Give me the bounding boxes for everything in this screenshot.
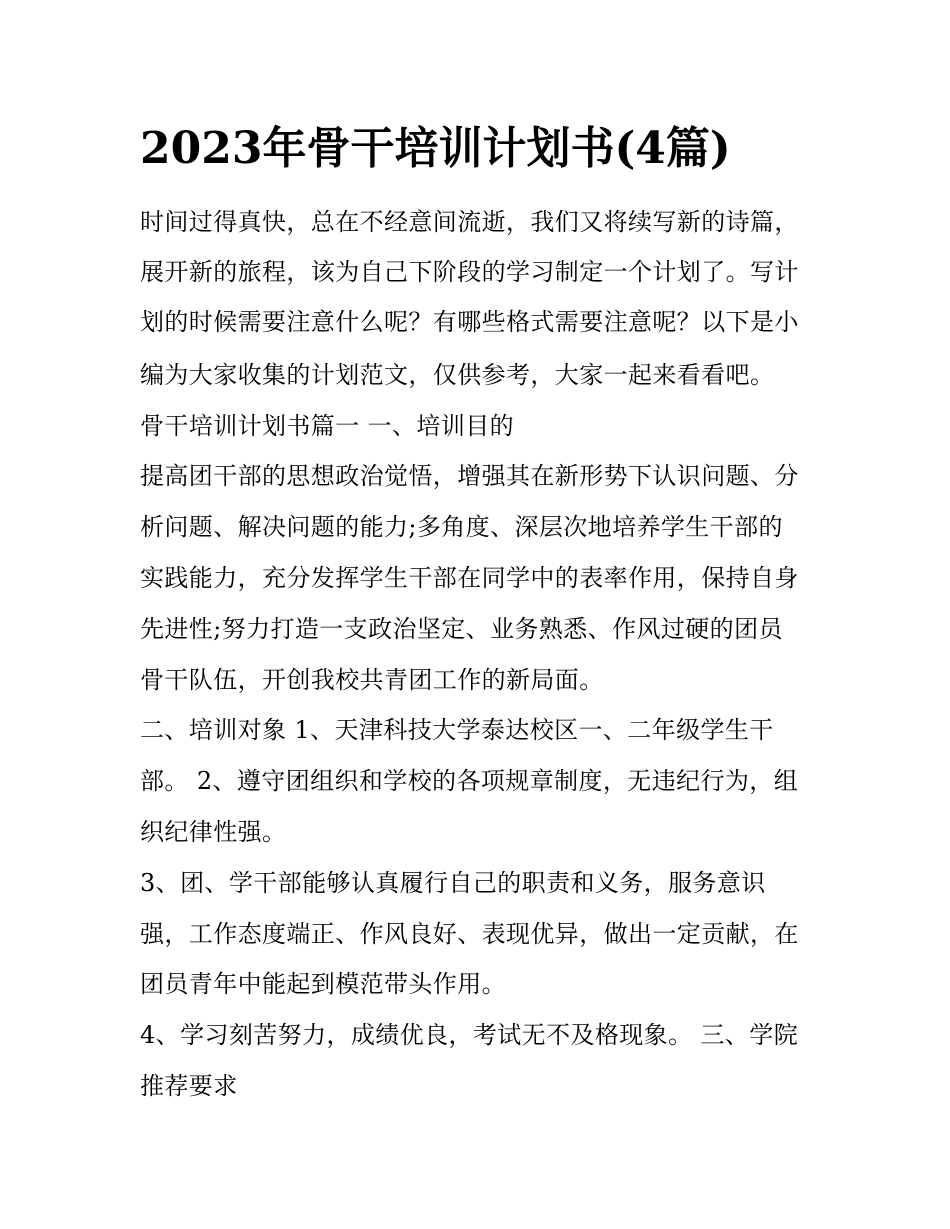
paragraph-line-14: 3、团、学干部能够认真履行自己的职责和义务，服务意识 [140, 869, 766, 897]
paragraph-line-15: 强，工作态度端正、作风良好、表现优异，做出一定贡献，在 [140, 920, 799, 948]
paragraph-line-6: 提高团干部的思想政治觉悟，增强其在新形势下认识问题、分 [140, 462, 799, 490]
section-heading-1: 骨干培训计划书篇一 一、培训目的 [140, 412, 515, 440]
paragraph-line-4: 编为大家收集的计划范文，仅供参考，大家一起来看看吧。 [140, 361, 775, 389]
paragraph-line-17: 4、学习刻苦努力，成绩优良，考试无不及格现象。 三、学院 [140, 1021, 799, 1049]
paragraph-line-7: 析问题、解决问题的能力;多角度、深层次地培养学生干部的 [140, 513, 783, 541]
paragraph-line-3: 划的时候需要注意什么呢？有哪些格式需要注意呢？以下是小 [140, 308, 799, 336]
paragraph-line-1: 时间过得真快，总在不经意间流逝，我们又将续写新的诗篇， [140, 208, 799, 236]
paragraph-line-10: 骨干队伍，开创我校共青团工作的新局面。 [140, 666, 604, 694]
document-title: 2023年骨干培训计划书(4篇) [140, 123, 731, 174]
paragraph-line-11: 二、培训对象 1、天津科技大学泰达校区一、二年级学生干 [140, 716, 774, 744]
paragraph-line-2: 展开新的旅程，该为自己下阶段的学习制定一个计划了。写计 [140, 258, 799, 286]
paragraph-line-9: 先进性;努力打造一支政治坚定、业务熟悉、作风过硬的团员 [140, 615, 783, 643]
paragraph-line-16: 团员青年中能起到模范带头作用。 [140, 970, 506, 998]
paragraph-line-13: 织纪律性强。 [140, 818, 287, 846]
paragraph-line-12: 部。 2、遵守团组织和学校的各项规章制度，无违纪行为，组 [140, 767, 799, 795]
paragraph-line-18: 推荐要求 [140, 1072, 238, 1100]
paragraph-line-8: 实践能力，充分发挥学生干部在同学中的表率作用，保持自身 [140, 564, 799, 592]
